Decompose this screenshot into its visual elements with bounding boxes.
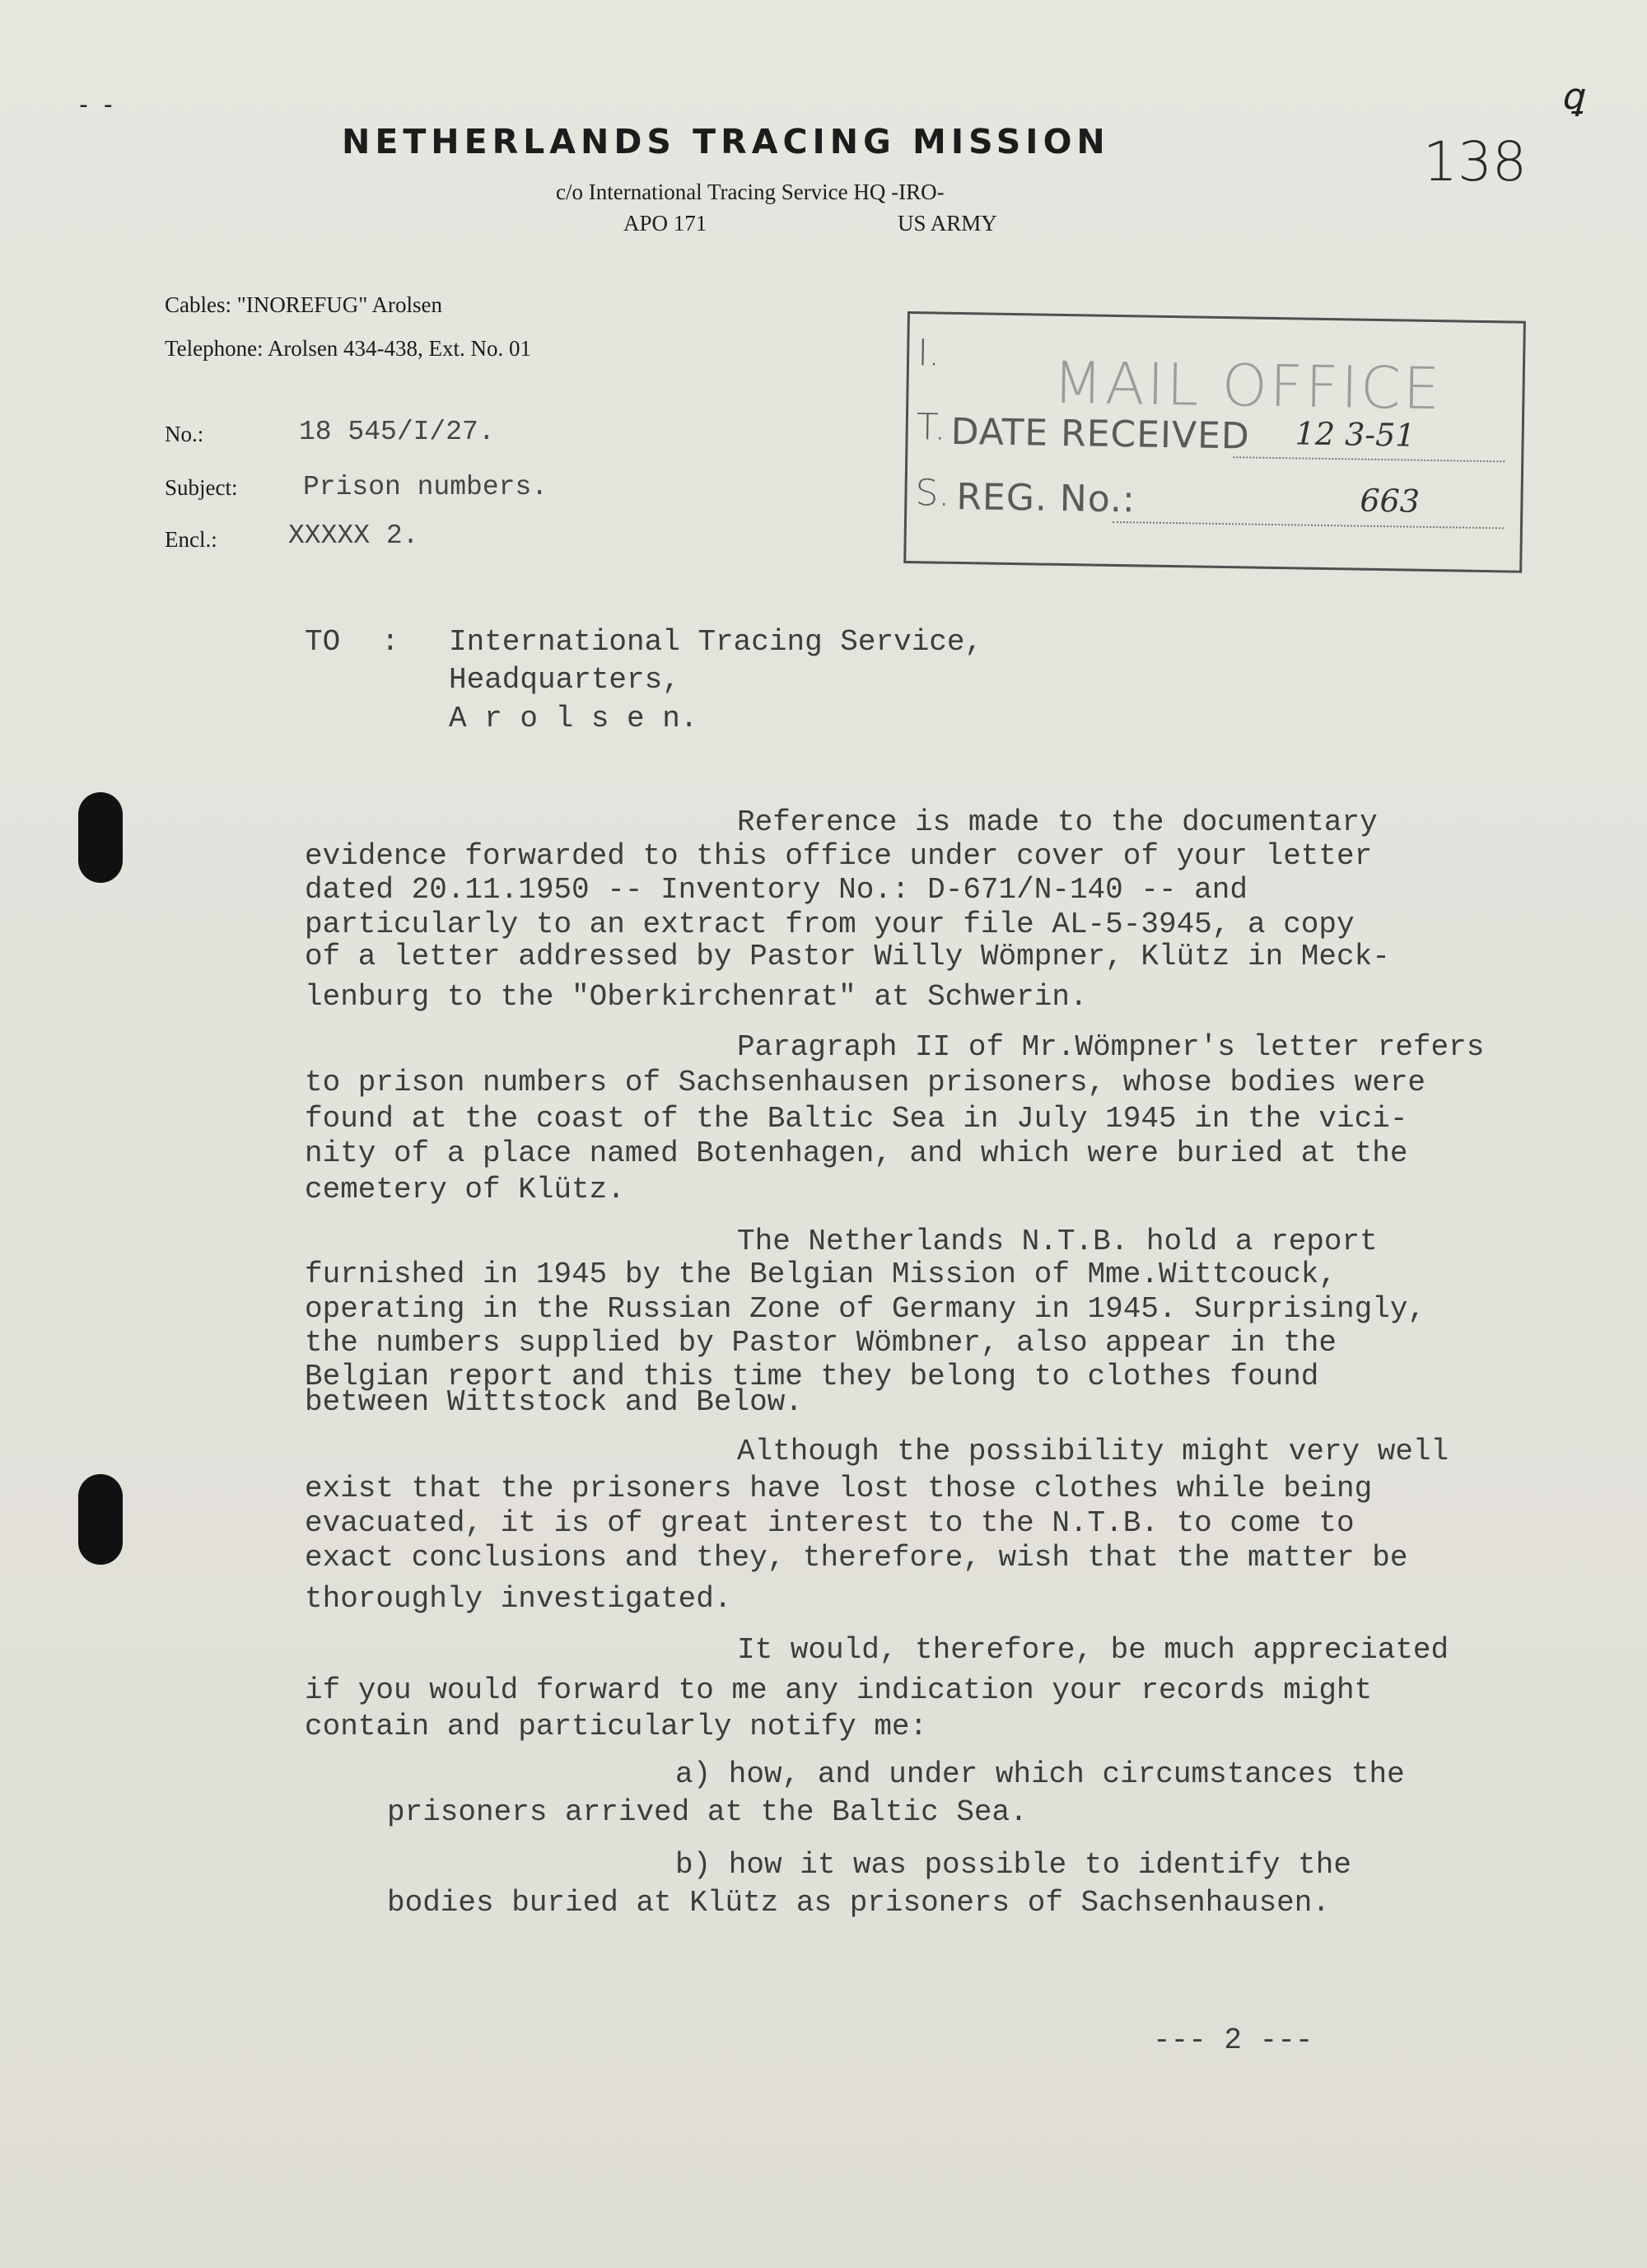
body-line: exact conclusions and they, therefore, wish that the matter be <box>305 1541 1408 1575</box>
stamp-title: MAIL OFFICE <box>1052 348 1443 423</box>
body-line: Belgian report and this time they belong to clothes found <box>305 1360 1319 1393</box>
body-line: evidence forwarded to this office under cover of your letter <box>305 839 1373 873</box>
page-continuation-marker: --- 2 --- <box>1153 2023 1313 2057</box>
body-line: between Wittstock and Below. <box>305 1385 803 1419</box>
recipient-line-3: A r o l s e n. <box>449 702 698 735</box>
letterhead-address: c/o International Tracing Service HQ -IRO- <box>556 180 945 204</box>
to-colon: : <box>381 625 399 659</box>
mail-office-stamp <box>903 311 1526 573</box>
body-line: lenburg to the "Oberkirchenrat" at Schwerin. <box>305 980 1088 1014</box>
list-item-a-cont: prisoners arrived at the Baltic Sea. <box>387 1795 1028 1829</box>
enclosure-value: XXXXX 2. <box>288 520 419 551</box>
to-label: TO <box>305 625 341 659</box>
subject-label: Subject: <box>165 475 238 500</box>
body-line: furnished in 1945 by the Belgian Mission of Mme.Wittcouck, <box>305 1258 1337 1291</box>
reference-number: 18 545/I/27. <box>299 417 495 447</box>
stamp-reg-line <box>1113 521 1504 529</box>
body-line: Paragraph II of Mr.Wömpner's letter refers <box>737 1030 1485 1064</box>
body-line: Although the possibility might very well <box>737 1435 1449 1468</box>
body-line: contain and particularly notify me: <box>305 1710 928 1743</box>
corner-handwritten-mark: ꝗ <box>1561 76 1584 118</box>
body-line: evacuated, it is of great interest to the N.T.B. to come to <box>305 1506 1355 1540</box>
body-line: cemetery of Klütz. <box>305 1173 625 1206</box>
stamp-date-label: DATE RECEIVED <box>950 410 1251 458</box>
recipient-line-1: International Tracing Service, <box>449 625 983 659</box>
letterhead-army: US ARMY <box>898 211 997 236</box>
recipient-line-2: Headquarters, <box>449 663 680 697</box>
list-item-a: a) how, and under which circumstances the <box>675 1757 1405 1791</box>
body-line: nity of a place named Botenhagen, and which were buried at the <box>305 1136 1408 1170</box>
margin-mark: - - <box>79 91 113 119</box>
stamp-date-line <box>1233 456 1505 462</box>
list-item-b-cont: bodies buried at Klütz as prisoners of Sachsenhausen. <box>387 1886 1330 1920</box>
body-line: exist that the prisoners have lost those clothes while being <box>305 1472 1373 1505</box>
subject-value: Prison numbers. <box>303 472 548 502</box>
body-line: if you would forward to me any indication your records might <box>305 1673 1373 1707</box>
body-line: particularly to an extract from your file AL-5-3945, a copy <box>305 908 1355 941</box>
letterhead-title: NETHERLANDS TRACING MISSION <box>342 122 1110 161</box>
stamp-reg-value: 663 <box>1360 482 1421 520</box>
telephone-line: Telephone: Arolsen 434-438, Ext. No. 01 <box>165 336 532 361</box>
punch-hole-top <box>78 792 123 883</box>
body-line: the numbers supplied by Pastor Wömbner, also appear in the <box>305 1326 1337 1360</box>
stamp-letter-t: T. <box>916 406 946 449</box>
body-line: The Netherlands N.T.B. hold a report <box>737 1225 1378 1258</box>
no-label: No.: <box>165 422 204 446</box>
stamp-letter-i: I. <box>917 332 940 375</box>
list-item-b: b) how it was possible to identify the <box>675 1848 1351 1882</box>
stamp-letter-s: S. <box>915 472 950 515</box>
handwritten-page-number: 138 <box>1423 130 1527 194</box>
body-line: to prison numbers of Sachsenhausen prisoners, whose bodies were <box>305 1066 1426 1099</box>
body-line: thoroughly investigated. <box>305 1582 732 1616</box>
body-line: found at the coast of the Baltic Sea in July 1945 in the vici- <box>305 1102 1408 1136</box>
enclosure-label: Encl.: <box>165 527 217 552</box>
cables-line: Cables: "INOREFUG" Arolsen <box>165 292 443 317</box>
body-line: Reference is made to the documentary <box>737 805 1378 839</box>
letterhead-apo: APO 171 <box>623 211 707 236</box>
body-line: operating in the Russian Zone of Germany in 1945. Surprisingly, <box>305 1292 1426 1326</box>
body-line: of a letter addressed by Pastor Willy Wömpner, Klütz in Meck- <box>305 940 1390 973</box>
stamp-date-value: 12 3-51 <box>1295 415 1416 454</box>
body-line: It would, therefore, be much appreciated <box>737 1633 1449 1667</box>
body-line: dated 20.11.1950 -- Inventory No.: D-671/N-140 -- and <box>305 873 1248 907</box>
stamp-reg-label: REG. No.: <box>956 475 1136 521</box>
punch-hole-bottom <box>78 1474 123 1565</box>
